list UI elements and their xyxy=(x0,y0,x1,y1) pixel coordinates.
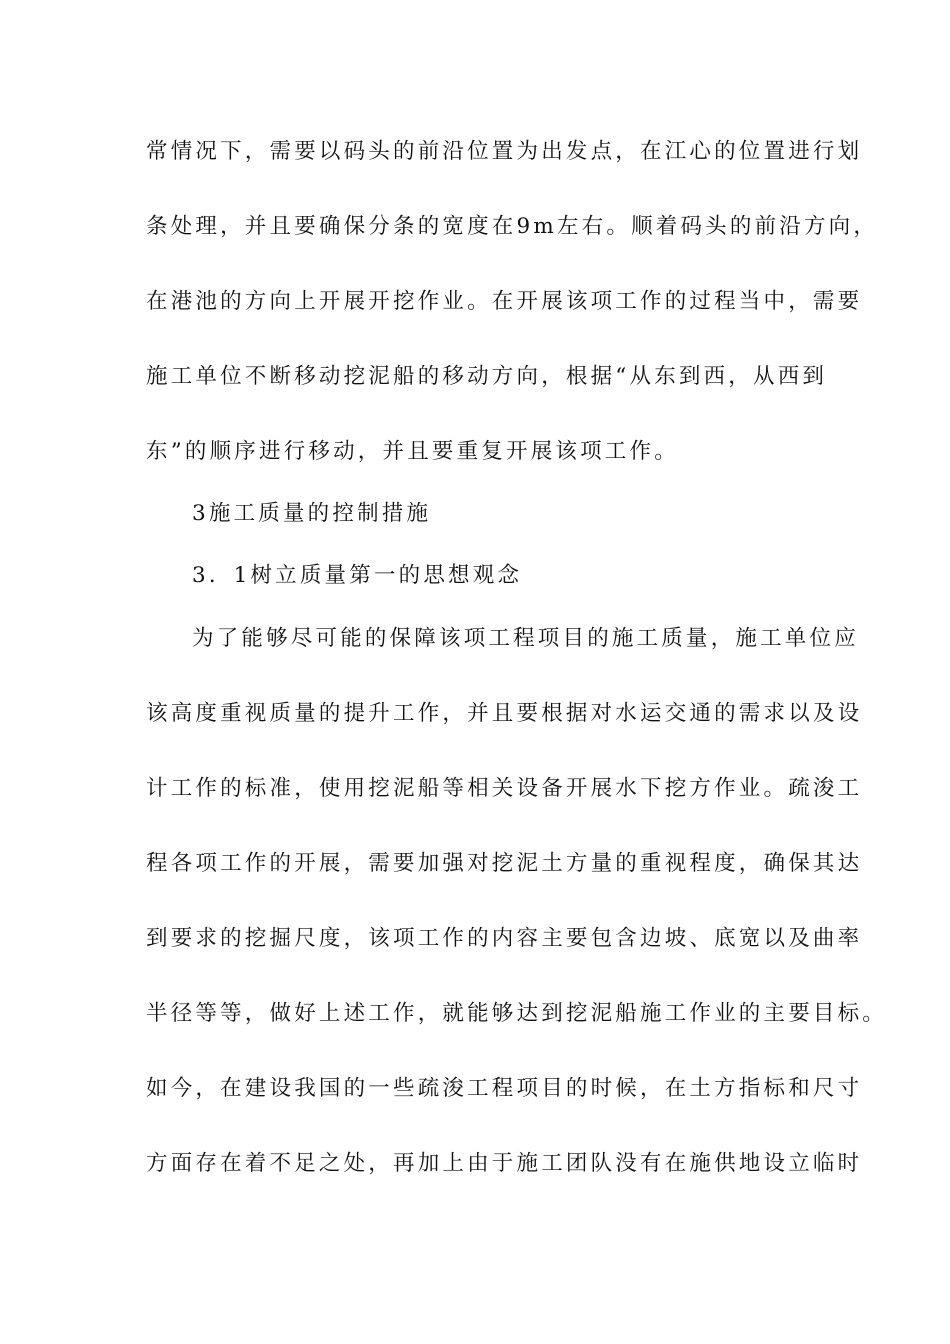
paragraph-line-1: 常情况下，需要以码头的前沿位置为出发点，在江心的位置进行划 xyxy=(146,139,863,164)
paragraph-line-4: 施工单位不断移动挖泥船的移动方向，根据“从东到西，从西到 xyxy=(146,364,828,389)
paragraph-line-11: 程各项工作的开展，需要加强对挖泥土方量的重视程度，确保其达 xyxy=(146,851,863,876)
paragraph-line-2: 条处理，并且要确保分条的宽度在9m左右。顺着码头的前沿方向， xyxy=(146,214,879,239)
paragraph-line-15: 方面存在着不足之处，再加上由于施工团队没有在施供地设立临时 xyxy=(146,1151,863,1176)
paragraph-line-5: 东”的顺序进行移动，并且要重复开展该项工作。 xyxy=(146,439,679,464)
paragraph-line-14: 如今，在建设我国的一些疏浚工程项目的时候，在土方指标和尺寸 xyxy=(146,1076,863,1101)
subsection-heading: 3．1树立质量第一的思想观念 xyxy=(192,563,523,588)
paragraph-line-12: 到要求的挖掘尺度，该项工作的内容主要包含边坡、底宽以及曲率 xyxy=(146,926,863,951)
paragraph-line-9: 该高度重视质量的提升工作，并且要根据对水运交通的需求以及设 xyxy=(146,701,863,726)
paragraph-line-13: 半径等等，做好上述工作，就能够达到挖泥船施工作业的主要目标。 xyxy=(146,1001,888,1026)
section-heading: 3施工质量的控制措施 xyxy=(192,501,432,526)
paragraph-line-10: 计工作的标准，使用挖泥船等相关设备开展水下挖方作业。疏浚工 xyxy=(146,776,863,801)
paragraph-line-3: 在港池的方向上开展开挖作业。在开展该项工作的过程当中，需要 xyxy=(146,289,863,314)
paragraph-line-8: 为了能够尽可能的保障该项工程项目的施工质量，施工单位应 xyxy=(192,626,859,651)
